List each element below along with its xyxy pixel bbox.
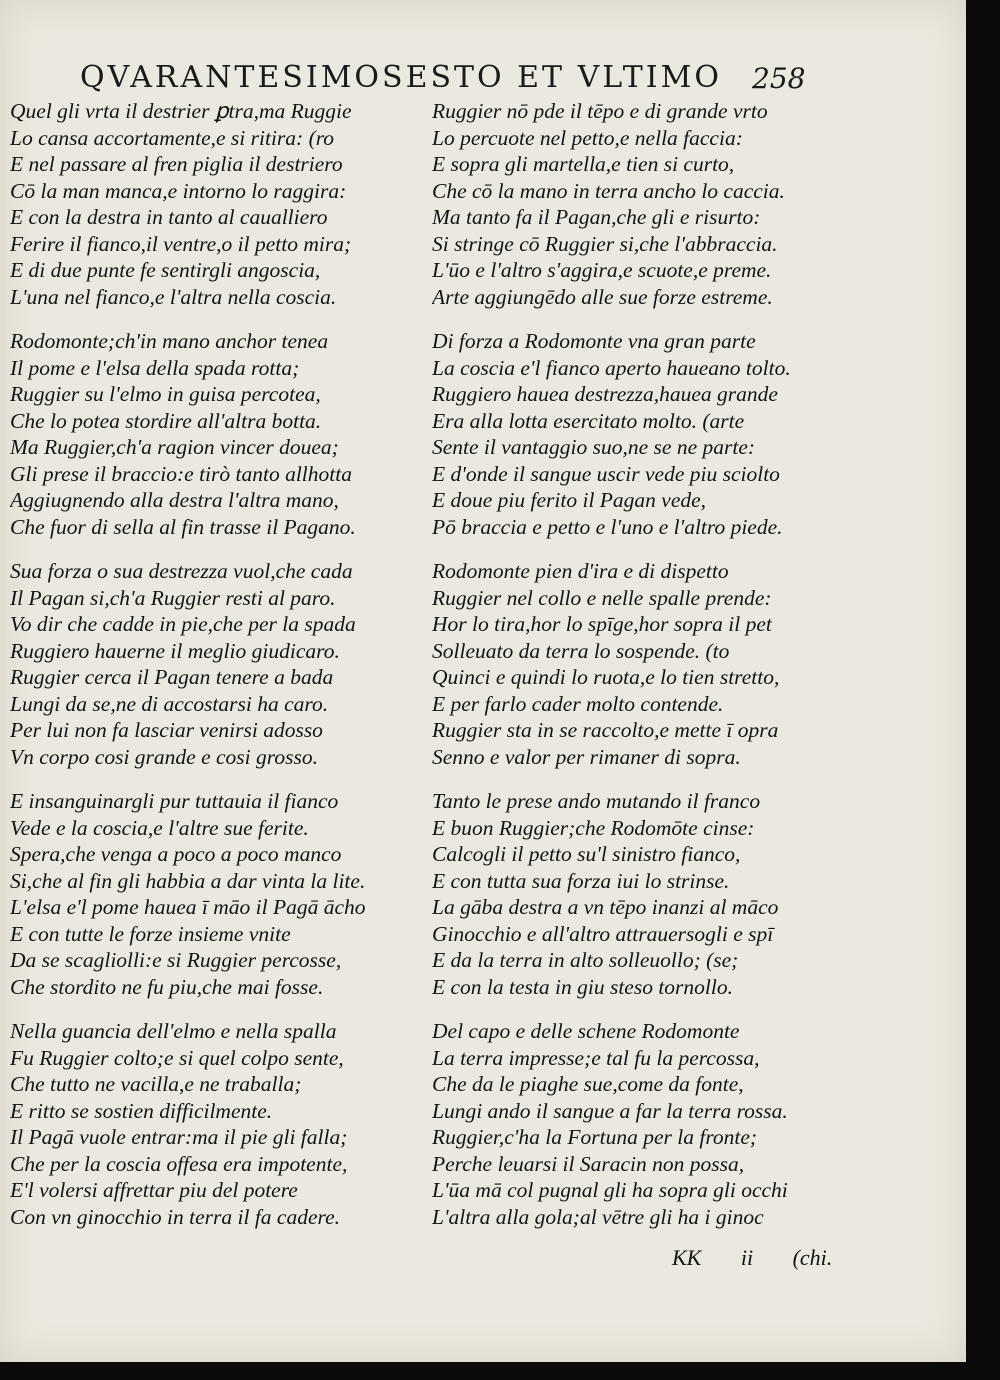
verse-line: E da la terra in alto solleuollo; (se; xyxy=(432,948,739,972)
stanza xyxy=(432,98,844,310)
verse-line: Ferire il fianco,il ventre,o il petto mira; xyxy=(10,231,352,256)
verse-line: Da se scagliolli:e si Ruggier percosse, xyxy=(10,948,342,972)
verse-line: E insanguinargli pur tuttauia il fianco xyxy=(10,789,339,813)
verse-line: Ruggier su l'elmo in guisa percotea, xyxy=(10,382,321,406)
stanza xyxy=(432,558,844,770)
verse-line: Per lui non fa lasciar venirsi adosso xyxy=(10,718,323,742)
verse-line: Ruggier sta in se raccolto,e mette ī opra xyxy=(432,718,779,742)
verse-line: E con la testa in giu steso tornollo. xyxy=(432,974,733,999)
verse-line: Ruggier nel collo e nelle spalle prende: xyxy=(432,585,772,610)
stanza xyxy=(10,98,428,310)
verse-line: Quel gli vrta il destrier ꝑtra,ma Ruggie xyxy=(10,99,352,123)
verse-line: Si,che al fin gli habbia a dar vinta la lite. xyxy=(10,868,366,893)
verse-line: E di due punte fe sentirgli angoscia, xyxy=(10,258,321,282)
verse-line: E per farlo cader molto contende. xyxy=(432,691,724,716)
verse-line: L'una nel fianco,e l'altra nella coscia. xyxy=(10,284,337,309)
verse-line: E con tutte le forze insieme vnite xyxy=(10,921,291,946)
verse-line: Perche leuarsi il Saracin non possa, xyxy=(432,1151,745,1176)
verse-line: Ginocchio e all'altro attrauersogli e spī xyxy=(432,921,774,946)
verse-line: E sopra gli martella,e tien si curto, xyxy=(432,152,735,176)
stanza xyxy=(432,788,844,1000)
stanza xyxy=(10,1018,428,1230)
verse-line: Sente il vantaggio suo,ne se ne parte: xyxy=(432,435,756,459)
verse-line: Rodomonte;ch'in mano anchor tenea xyxy=(10,329,329,353)
verse-line: Il Pagan si,ch'a Ruggier resti al paro. xyxy=(10,585,336,610)
verse-line: Fu Ruggier colto;e si quel colpo sente, xyxy=(10,1045,344,1070)
verse-line: Cō la man manca,e intorno lo raggira: xyxy=(10,178,347,203)
verse-line: Che stordito ne fu piu,che mai fosse. xyxy=(10,974,324,999)
verse-line: Spera,che venga a poco a poco manco xyxy=(10,842,342,866)
verse-line: Ma Ruggier,ch'a ragion vincer douea; xyxy=(10,435,339,459)
stanza xyxy=(10,328,428,540)
verse-line: Lo percuote nel petto,e nella faccia: xyxy=(432,125,743,150)
verse-line: Del capo e delle schene Rodomonte xyxy=(432,1019,740,1043)
verse-line: E'l volersi affrettar piu del potere xyxy=(10,1178,298,1202)
scan-border-bottom xyxy=(0,1362,1000,1380)
verse-line: Lo cansa accortamente,e si ritira: (ro xyxy=(10,125,335,150)
verse-line: Quinci e quindi lo ruota,e lo tien stretto, xyxy=(432,665,780,689)
verse-line: Ruggiero hauea destrezza,hauea grande xyxy=(432,382,778,406)
left-column xyxy=(10,98,428,1248)
verse-line: L'altra alla gola;al vētre gli ha i ginoc xyxy=(432,1204,764,1229)
verse-line: Lungi da se,ne di accostarsi ha caro. xyxy=(10,691,329,716)
verse-line: Tanto le prese ando mutando il franco xyxy=(432,789,761,813)
verse-line: Sua forza o sua destrezza vuol,che cada xyxy=(10,559,353,583)
verse-line: Calcogli il petto su'l sinistro fianco, xyxy=(432,842,741,866)
verse-line: Il pome e l'elsa della spada rotta; xyxy=(10,355,300,380)
verse-line: Senno e valor per rimaner di sopra. xyxy=(432,744,741,769)
verse-line: Hor lo tira,hor lo spīge,hor sopra il pet xyxy=(432,612,772,636)
verse-line: Era alla lotta esercitato molto. (arte xyxy=(432,408,745,433)
verse-line: Si stringe cō Ruggier si,che l'abbraccia. xyxy=(432,231,778,256)
verse-line: L'ūa mā col pugnal gli ha sopra gli occhi xyxy=(432,1178,788,1202)
stanza xyxy=(10,788,428,1000)
verse-line: Pō braccia e petto e l'uno e l'altro piede. xyxy=(432,514,783,539)
verse-line: E con la destra in tanto al caualliero xyxy=(10,205,328,229)
verse-line: Ma tanto fa il Pagan,che gli e risurto: xyxy=(432,205,761,229)
verse-line: Gli prese il braccio:e tirò tanto allhotta xyxy=(10,461,352,486)
stanza xyxy=(432,328,844,540)
verse-line: L'ūo e l'altro s'aggira,e scuote,e preme. xyxy=(432,258,772,282)
verse-line: Il Pagā vuole entrar:ma il pie gli falla; xyxy=(10,1125,348,1149)
catchword: (chi. xyxy=(792,1245,833,1270)
verse-line: L'elsa e'l pome hauea ī māo il Pagā ācho xyxy=(10,895,366,919)
signature-line xyxy=(672,1245,832,1271)
verse-line: Che tutto ne vacilla,e ne traballa; xyxy=(10,1072,302,1096)
verse-line: Vn corpo cosi grande e cosi grosso. xyxy=(10,744,318,769)
verse-line: E nel passare al fren piglia il destriero xyxy=(10,152,343,176)
verse-line: Ruggiero hauerne il meglio giudicaro. xyxy=(10,638,340,663)
verse-line: Vo dir che cadde in pie,che per la spada xyxy=(10,612,356,636)
verse-line: Arte aggiungēdo alle sue forze estreme. xyxy=(432,284,773,309)
verse-line: Nella guancia dell'elmo e nella spalla xyxy=(10,1019,337,1043)
verse-line: Ruggier cerca il Pagan tenere a bada xyxy=(10,665,334,689)
stanza xyxy=(10,558,428,770)
verse-line: Che lo potea stordire all'altra botta. xyxy=(10,408,322,433)
verse-line: La gāba destra a vn tēpo inanzi al māco xyxy=(432,895,779,919)
verse-line: Che cō la mano in terra ancho lo caccia. xyxy=(432,178,785,203)
scan-border-right xyxy=(966,0,1000,1380)
verse-line: Vede e la coscia,e l'altre sue ferite. xyxy=(10,815,309,840)
folio-number: 258 xyxy=(752,62,806,95)
verse-line: Ruggier nō pde il tēpo e di grande vrto xyxy=(432,99,768,123)
signature-number: ii xyxy=(740,1245,754,1270)
verse-line: Rodomonte pien d'ira e di dispetto xyxy=(432,559,729,583)
verse-line: E doue piu ferito il Pagan vede, xyxy=(432,488,707,512)
verse-line: Ruggier,c'ha la Fortuna per la fronte; xyxy=(432,1125,758,1149)
right-column xyxy=(432,98,844,1248)
verse-line: La coscia e'l fianco aperto haueano tolto. xyxy=(432,355,791,380)
verse-line: Che da le piaghe sue,come da fonte, xyxy=(432,1072,744,1096)
verse-line: E d'onde il sangue uscir vede piu sciolto xyxy=(432,461,780,486)
stanza xyxy=(432,1018,844,1230)
verse-line: Con vn ginocchio in terra il fa cadere. xyxy=(10,1204,341,1229)
verse-line: Solleuato da terra lo sospende. (to xyxy=(432,638,730,663)
verse-line: Che fuor di sella al fin trasse il Pagano. xyxy=(10,514,356,539)
verse-line: E buon Ruggier;che Rodomōte cinse: xyxy=(432,815,755,840)
verse-line: Lungi ando il sangue a far la terra rossa. xyxy=(432,1098,788,1123)
verse-line: Aggiugnendo alla destra l'altra mano, xyxy=(10,488,339,512)
verse-line: Di forza a Rodomonte vna gran parte xyxy=(432,329,756,353)
verse-line: La terra impresse;e tal fu la percossa, xyxy=(432,1045,760,1070)
signature-mark: KK xyxy=(672,1245,702,1270)
running-title: QVARANTESIMOSESTO ET VLTIMO xyxy=(80,60,722,95)
verse-line: E con tutta sua forza iui lo strinse. xyxy=(432,868,730,893)
verse-line: E ritto se sostien difficilmente. xyxy=(10,1098,273,1123)
verse-line: Che per la coscia offesa era impotente, xyxy=(10,1151,348,1176)
